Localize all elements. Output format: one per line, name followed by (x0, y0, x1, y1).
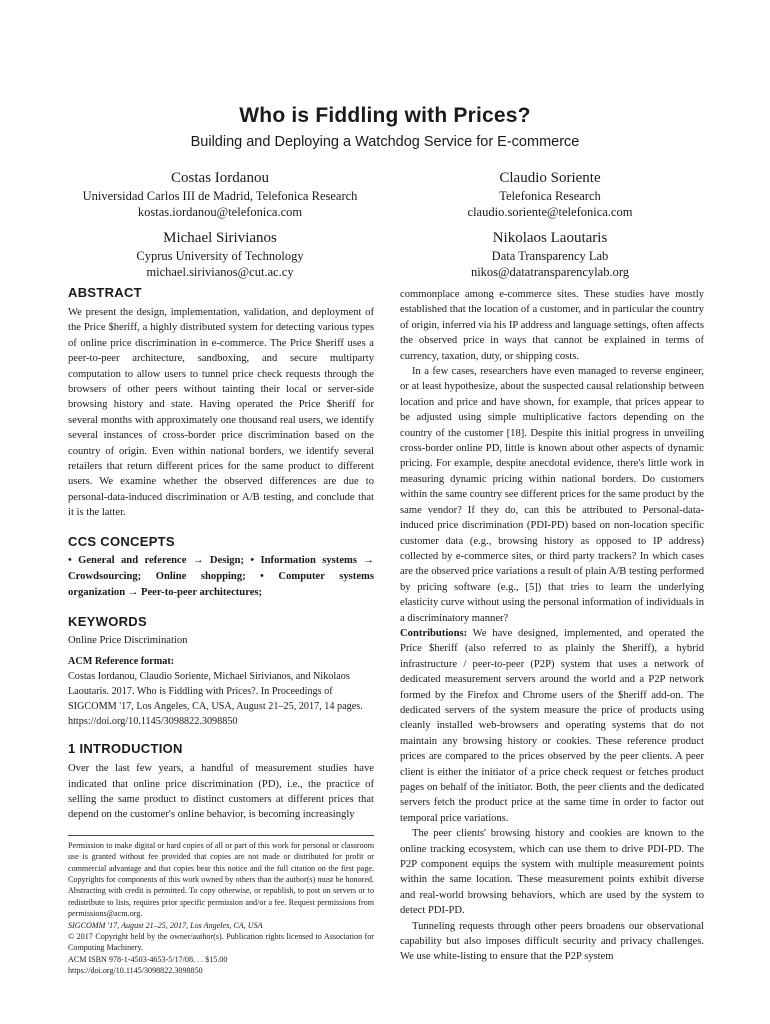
reference-format-text: Costas Iordanou, Claudio Soriente, Michael Sirivianos, and Nikolaos Laoutaris. 2017. Who is Fiddling with Prices?. In Proceedings of SIGCOMM '17, Los Angeles, CA, USA, August 21–25, 2017, 14 pages. https://doi.org/10.1145/3098822.3098850 (68, 671, 363, 728)
ccs-text: • General and reference → Design; • Information systems → Crowdsourcing; Online shopping; • Computer systems organization → Peer-to-peer architectures; (68, 554, 374, 598)
author-block-3 (60, 228, 380, 280)
right-column (400, 287, 704, 965)
keywords-heading: KEYWORDS (68, 613, 147, 629)
abstract-heading: ABSTRACT (68, 285, 142, 300)
author-affiliation: Cyprus University of Technology (136, 249, 304, 263)
left-column (68, 284, 374, 977)
author-name: Nikolaos Laoutaris (492, 230, 608, 246)
paper-title: Who is Fiddling with Prices? (239, 104, 531, 127)
author-name: Michael Sirivianos (163, 230, 277, 246)
introduction-heading: 1 INTRODUCTION (68, 741, 183, 757)
intro-paragraph-4: The peer clients' browsing history and cookies are known to the online tracking ecosystem, which can use them to drive PDI-PD. The P2P component equips the system with multiple measurement points within the same location. These measurement points exhibit diverse and real-world browsing behaviors, which are used by the system to detect PDI-PD. (400, 828, 704, 917)
contributions-paragraph (400, 626, 704, 826)
author-email: kostas.iordanou@telefonica.com (137, 205, 303, 219)
author-email: michael.sirivianos@cut.ac.cy (146, 265, 294, 279)
author-name: Costas Iordanou (171, 170, 269, 186)
paper-subtitle: Building and Deploying a Watchdog Service for E-commerce (190, 134, 580, 150)
footnote-venue: SIGCOMM '17, August 21–25, 2017, Los Angeles, CA, USA (68, 920, 263, 930)
author-email: claudio.soriente@telefonica.com (467, 205, 633, 219)
intro-paragraph-5: Tunneling requests through other peers broadens our observational capability but also imposes difficult security and privacy challenges. We use white-listing to ensure that the P2P system (400, 920, 704, 963)
contributions-text: We have designed, implemented, and operated the Price $heriff (also referred to as plainly the $heriff), a hybrid infrastructure / peer-to-peer (P2P) system that uses a network of dedicated measurement servers around the world and a P2P network formed by the Firefox and Chrome users of the $heriff add-on. The dedicated servers of the system measure the price of products using cleanly installed web-browsers and operating systems that do not maintain any browsing history or cookies. These reference product prices are compared to the prices observed by the peer clients. A peer client is either the initiator of a price check request or fetches product pages on behalf of the initiator. Both, the peer clients and the dedicated servers fetch the product price at the same time in order to factor out temporal price variations. (400, 627, 704, 824)
footnote-permission: Permission to make digital or hard copies of all or part of this work for personal or classroom use is granted without fee provided that copies are not made or distributed for profit or commercial advantage and that copies bear this notice and the full citation on the first page. Copyrights for components of this work owned by others than the author(s) must be honored. Abstracting with credit is permitted. To copy otherwise, or republish, to post on servers or to redistribute to lists, requires prior specific permission and/or a fee. Request permissions from permissions@acm.org. (68, 840, 374, 919)
intro-paragraph-2: In a few cases, researchers have even managed to reverse engineer, or at least hypothesize, about the suspected causal relationship between location and price and have shown, for example, that prices appear to be adjusted using simple multiplicative factors depending on the country of the customer [18]. Despite this initial progress in unveiling cross-border online PD, little is known about other aspects of dynamic pricing. For example, despite anecdotal evidence, there's little work in measuring dynamic pricing within national borders. Do customers within the same country see different prices for the same product by the same vendor? If they do, can this be attributed to Personal-data-induced price discrimination (PDI-PD) based on non-location specific customer data (e.g., browsing history as opposed to IP address) collected by e-commerce sites, or third party trackers? In which cases are the observed price variations a result of plain A/B testing performed by pricing software (e.g., [5]) that tries to learn the underlying elasticity curve without using the personal information of individuals in a discriminatory manner? (400, 366, 704, 624)
contributions-label: Contributions: (400, 627, 468, 639)
author-block-1 (60, 168, 380, 220)
author-email: nikos@datatransparencylab.org (470, 265, 630, 279)
introduction-text: Over the last few years, a handful of measurement studies have indicated that online price discrimination (PD), i.e., the practice of selling the same product to distinct customers at different prices that depend on the customer's online behavior, is becoming increasingly (68, 763, 374, 821)
footnote-isbn: ACM ISBN 978-1-4503-4653-5/17/08. . . $15.00 (68, 954, 228, 964)
author-affiliation: Telefonica Research (499, 189, 601, 203)
abstract-text: We present the design, implementation, validation, and deployment of the Price $heriff, a highly distributed system for detecting various types of online price discrimination in e-commerce. The Price $heriff uses a peer-to-peer architecture, sandboxing, and secure multiparty computation to allow users to tunnel price check requests through the browsers of other peers without tainting their local or server-side browsing history and state. Having operated the Price $heriff for several months with approximately one thousand real users, we identify several instances of cross-border price discrimination based on the country of origin. Even within national borders, we identify several retailers that return different prices for the same product to different users. We examine whether the observed differences are due to personal-data-induced discrimination or A/B testing, and conclude that it is the latter. (68, 307, 374, 519)
author-affiliation: Data Transparency Lab (491, 249, 609, 263)
reference-format-label: ACM Reference format: (68, 656, 175, 668)
footnote-doi: https://doi.org/10.1145/3098822.3098850 (68, 966, 203, 976)
footnote-copyright: © 2017 Copyright held by the owner/author(s). Publication rights licensed to Association for Computing Machinery. (68, 931, 374, 953)
author-block-4 (390, 228, 710, 280)
author-block-2 (390, 168, 710, 220)
keywords-text: Online Price Discrimination (68, 634, 188, 646)
author-affiliation: Universidad Carlos III de Madrid, Telefonica Research (82, 189, 358, 203)
footnote-block (68, 835, 374, 977)
ccs-heading: CCS CONCEPTS (68, 533, 175, 549)
intro-paragraph-1: commonplace among e-commerce sites. These studies have mostly established that the location of a customer, and in particular the country of origin, inferred via his IP address and language settings, often affects the observed price in ways that cannot be explained in terms of currency, taxation, duty, or shipping costs. (400, 289, 704, 362)
author-name: Claudio Soriente (499, 170, 601, 186)
